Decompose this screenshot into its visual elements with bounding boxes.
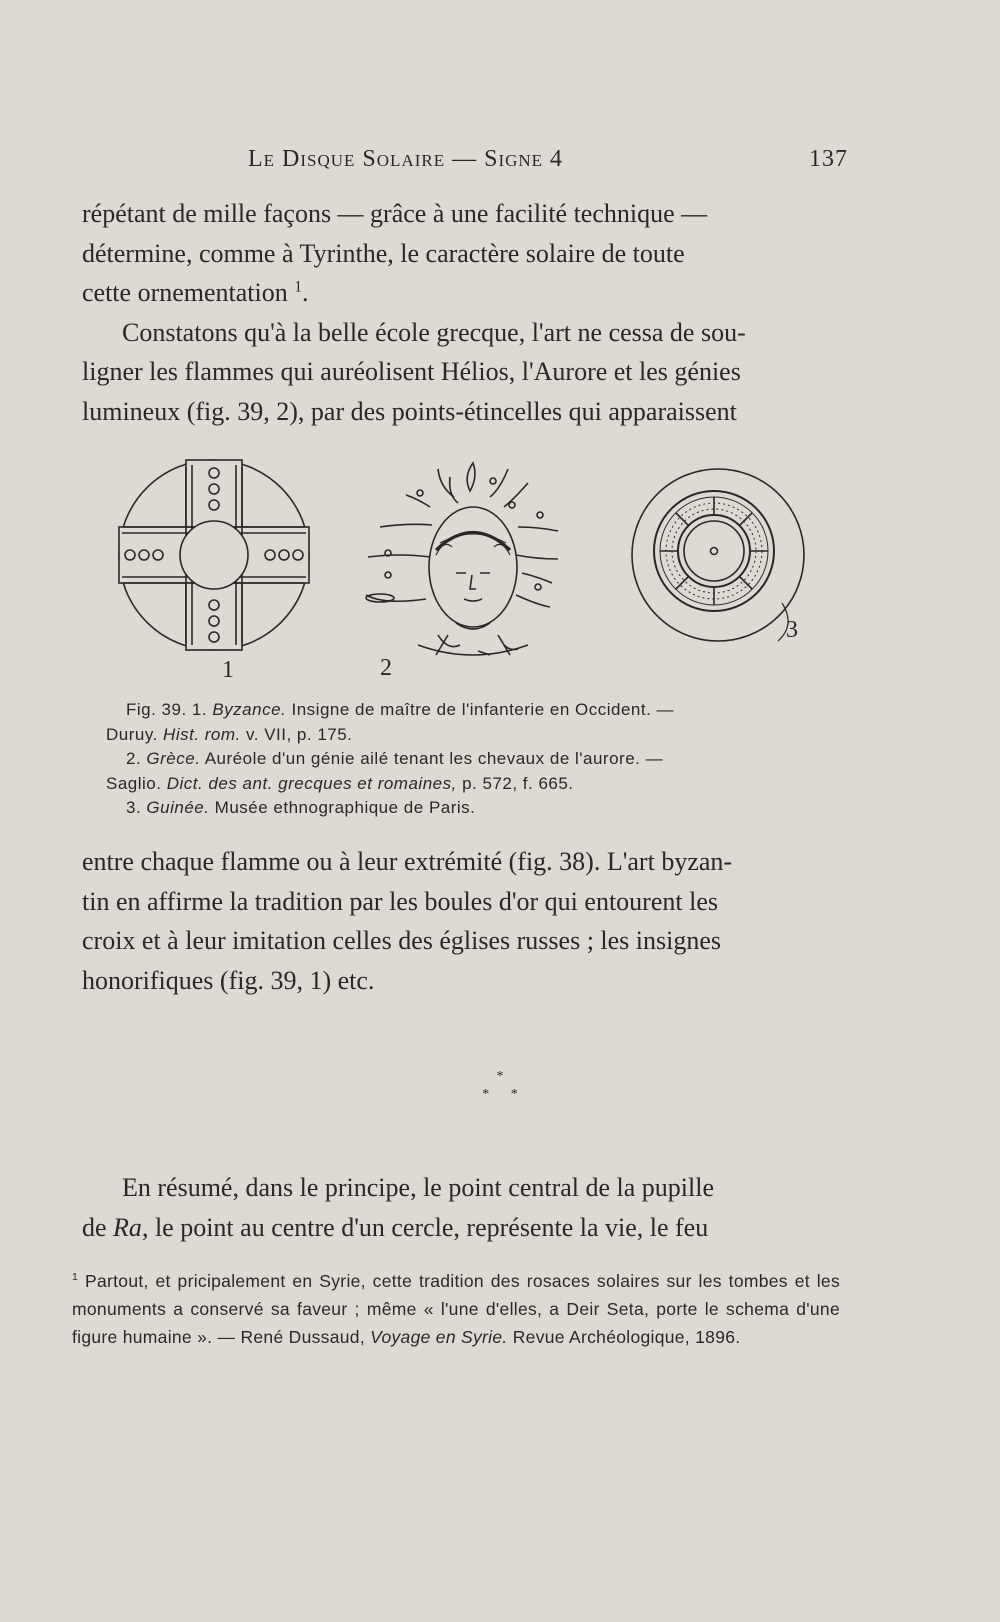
- caption-line: 3. Guinée. Musée ethnographique de Paris.: [126, 798, 476, 817]
- text-line: En résumé, dans le principe, le point central de la pupille: [122, 1173, 715, 1202]
- text-line: honorifiques (fig. 39, 1) etc.: [82, 965, 375, 995]
- running-title: Le Disque Solaire — Signe 4: [248, 146, 564, 172]
- text-line: Constatons qu'à la belle école grecque, l'art ne cessa de sou-: [122, 317, 746, 347]
- paragraph-1: [82, 194, 848, 431]
- text-line: entre chaque flamme ou à leur extrémité (fig. 38). L'art byzan-: [82, 847, 733, 876]
- paragraph-2: [82, 842, 848, 1000]
- caption-line: Fig. 39. 1. Byzance. Insigne de maître de l'infanterie en Occident. —: [126, 700, 675, 719]
- paragraph-3: [82, 1168, 848, 1247]
- guinea-disk-illustration: [632, 469, 804, 641]
- byzantine-insignia-illustration: [119, 460, 309, 650]
- figure-caption: [106, 698, 818, 821]
- figure-39: [118, 455, 828, 695]
- text-line: tin en affirme la tradition par les boules d'or qui entourent les: [82, 886, 718, 916]
- greek-genie-illustration: [366, 463, 558, 655]
- footnote: $^1$ Partout, et pricipalement en Syrie, cette tradition des rosaces solaires sur les tombes et les monuments a conservé sa faveur ; même « l'une d'elles, a Deir Seta, porte le schema d'une figure humaine ». — René Dussaud, Voyage en Syrie. Revue Archéologique, 1896.: [72, 1271, 840, 1347]
- caption-line: Saglio. Dict. des ant. grecques et romaines, p. 572, f. 665.: [106, 773, 574, 793]
- text-line: lumineux (fig. 39, 2), par des points-étincelles qui apparaissent: [82, 396, 737, 426]
- text-line: cette ornementation $^1$.: [82, 278, 309, 307]
- figure-label-1: 1: [222, 657, 234, 683]
- text-line: ligner les flammes qui auréolisent Hélios, l'Aurore et les génies: [82, 357, 741, 386]
- caption-line: Duruy. Hist. rom. v. VII, p. 175.: [106, 724, 353, 744]
- footnote-marker: 1: [72, 1271, 79, 1284]
- footnote-ref: 1: [294, 278, 303, 296]
- text-line: croix et à leur imitation celles des églises russes ; les insignes: [82, 926, 722, 955]
- figure-label-2: 2: [380, 655, 392, 681]
- figure-label-3: 3: [786, 617, 798, 643]
- text-line: de Ra, le point au centre d'un cercle, représente la vie, le feu: [82, 1212, 709, 1242]
- separator-star-top: *: [496, 1069, 504, 1084]
- page-number: 137: [809, 146, 848, 172]
- section-separator: [0, 1068, 1000, 1104]
- text-line: détermine, comme à Tyrinthe, le caractère solaire de toute: [82, 238, 685, 268]
- text-line: répétant de mille façons — grâce à une facilité technique —: [82, 199, 708, 228]
- caption-line: 2. Grèce. Auréole d'un génie ailé tenant les chevaux de l'aurore. —: [126, 749, 664, 768]
- separator-stars-bottom: * *: [482, 1087, 518, 1102]
